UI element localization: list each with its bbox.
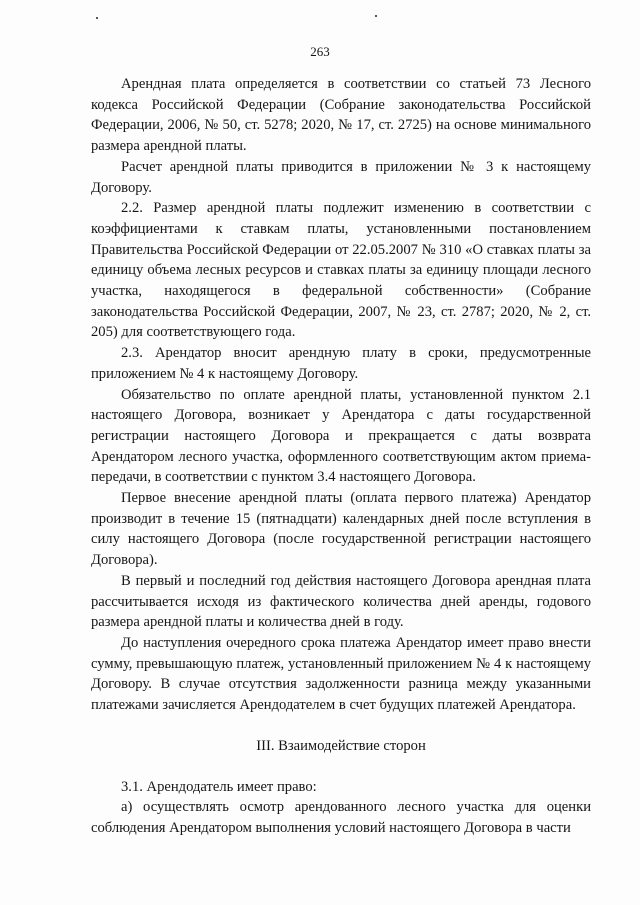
paragraph: Первое внесение арендной платы (оплата первого платежа) Арендатор производит в течение 15 (пятнадцати) календарных дней после вступления в силу настоящего Договора (после государственной регистрации настоящего Договора). xyxy=(91,490,591,569)
document-body xyxy=(91,74,591,839)
paragraph: Арендная плата определяется в соответствии со статьей 73 Лесного кодекса Российской Федерации (Собрание законодательства Российской Федерации, 2006, № 50, ст. 5278; 2020, № 17, ст. 2725) на основе минимального размера арендной платы. xyxy=(91,76,591,155)
scan-speck xyxy=(96,17,98,19)
paragraph: До наступления очередного срока платежа Арендатор имеет право внести сумму, превышающую платеж, установленный приложением № 4 к настоящему Договору. В случае отсутствия задолженности разница между указанными платежами зачисляется Арендодателем в счет будущих платежей Арендатора. xyxy=(91,634,591,714)
section-heading: III. Взаимодействие сторон xyxy=(256,737,426,754)
paragraph: В первый и последний год действия настоящего Договора арендная плата рассчитывается исходя из фактического количества дней аренды, годового размера арендной платы и количества дней в году. xyxy=(91,572,591,631)
scan-speck xyxy=(375,15,377,17)
paragraph: 3.1. Арендодатель имеет право: xyxy=(121,778,317,795)
paragraph: 2.2. Размер арендной платы подлежит изменению в соответствии с коэффициентами к ставкам платы, установленными постановлением Правительства Российской Федерации от 22.05.2007 № 310 «О ставках платы за единицу объема лесных ресурсов и ставках платы за единицу площади лесного участка, находящегося в федеральной собственности» (Собрание законодательства Российской Федерации, 2007, № 23, ст. 2787; 2020, № 2, ст. 205) для соответствующего года. xyxy=(91,200,591,341)
page-number: 263 xyxy=(310,44,330,59)
paragraph: Расчет арендной платы приводится в приложении № 3 к настоящему Договору. xyxy=(91,158,591,196)
paragraph: Обязательство по оплате арендной платы, установленной пунктом 2.1 настоящего Договора, возникает у Арендатора с даты государственной регистрации настоящего Договора и прекращается с даты возврата Арендатором лесного участка, оформленного соответствующим актом приема-передачи, в соответствии с пунктом 3.4 настоящего Договора. xyxy=(91,386,591,486)
paragraph: 2.3. Арендатор вносит арендную плату в сроки, предусмотренные приложением № 4 к настоящему Договору. xyxy=(91,345,591,382)
paragraph: а) осуществлять осмотр арендованного лесного участка для оценки соблюдения Арендатором выполнения условий настоящего Договора в части xyxy=(91,799,591,836)
